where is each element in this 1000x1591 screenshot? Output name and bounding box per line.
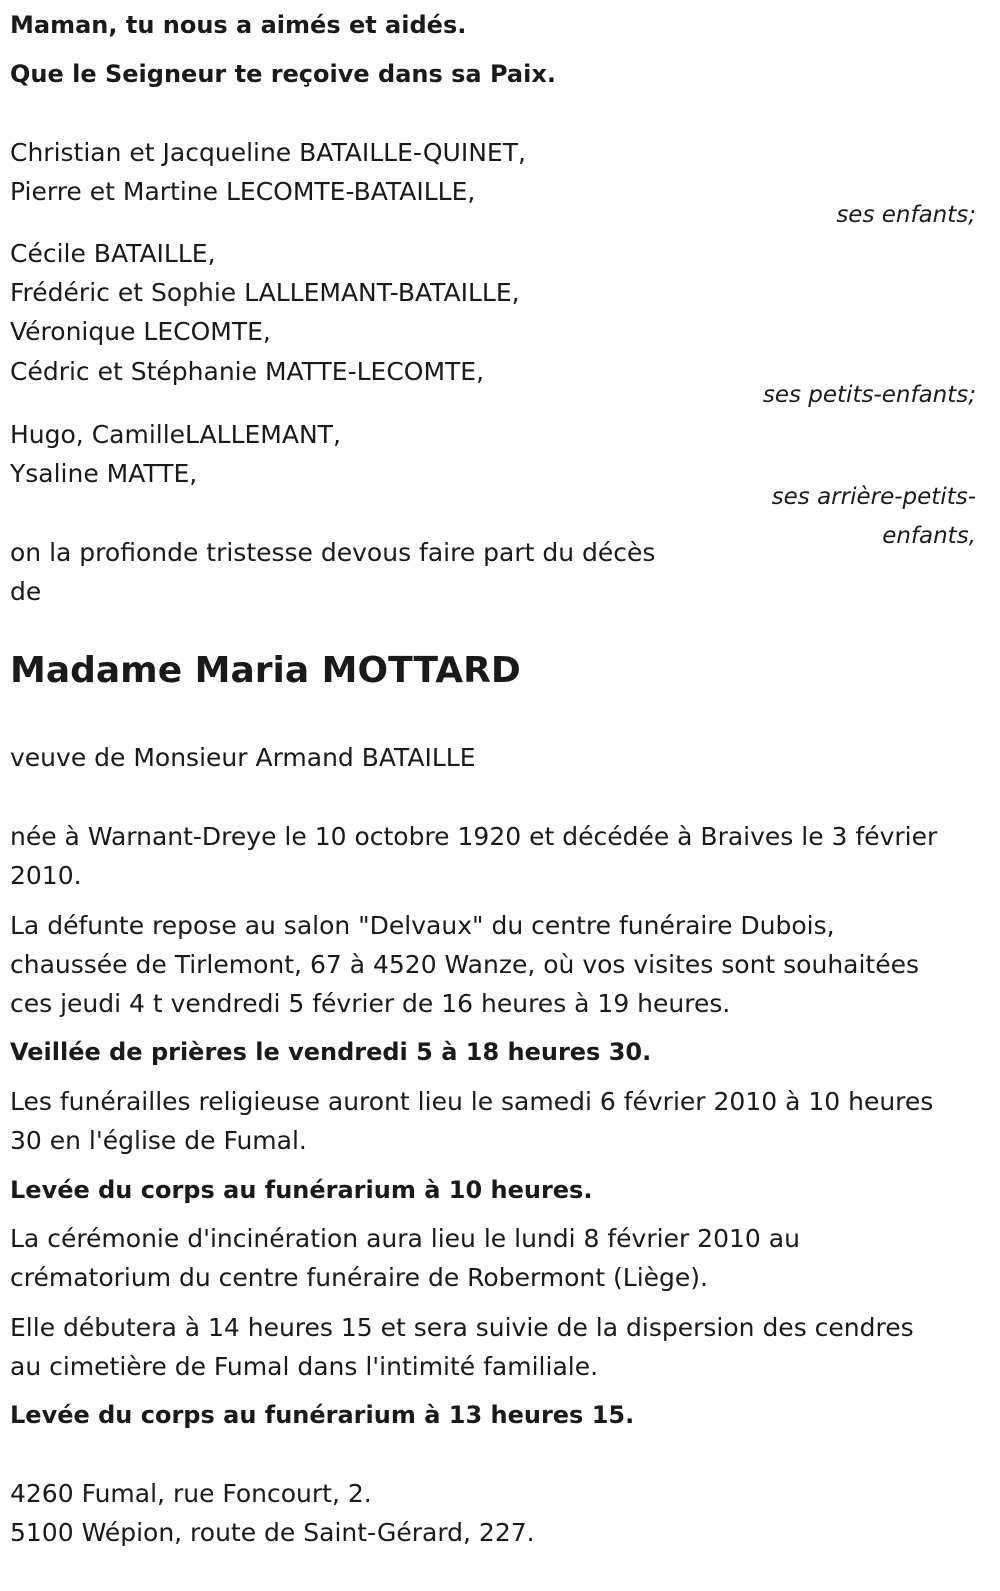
great-grandchild-name-2: Ysaline MATTE, <box>10 459 198 488</box>
grandchild-name-4: Cédric et Stéphanie MATTE-LECOMTE, <box>10 357 485 386</box>
birth-death-line-1: née à Warnant-Dreye le 10 octobre 1920 et décédée à Braives le 3 février <box>10 822 938 851</box>
great-grandchildren-role-line-1: ses arrière-petits- <box>771 484 976 510</box>
dispersion-line-2: au cimetière de Fumal dans l'intimité familiale. <box>10 1352 599 1381</box>
repose-line-3: ces jeudi 4 t vendredi 5 février de 16 heures à 19 heures. <box>10 989 731 1018</box>
cremation-line-1: La cérémonie d'incinération aura lieu le lundi 8 février 2010 au <box>10 1224 800 1253</box>
repose-line-2: chaussée de Tirlemont, 67 à 4520 Wanze, où vos visites sont souhaitées <box>10 950 920 979</box>
dispersion-line-1: Elle débutera à 14 heures 15 et sera suivie de la dispersion des cendres <box>10 1313 914 1342</box>
great-grandchild-name-1: Hugo, CamilleLALLEMANT, <box>10 420 341 449</box>
cremation-line-2: crématorium du centre funéraire de Robermont (Liège). <box>10 1263 708 1292</box>
birth-death-line-2: 2010. <box>10 861 82 890</box>
vigil: Veillée de prières le vendredi 5 à 18 heures 30. <box>10 1038 652 1066</box>
children-name-1: Christian et Jacqueline BATAILLE-QUINET, <box>10 138 526 167</box>
grandchild-name-3: Véronique LECOMTE, <box>10 317 271 346</box>
announcement-line-2: de <box>10 577 42 606</box>
address-1: 4260 Fumal, rue Foncourt, 2. <box>10 1479 372 1508</box>
children-role: ses enfants; <box>836 202 976 228</box>
repose-line-1: La défunte repose au salon "Delvaux" du centre funéraire Dubois, <box>10 911 835 940</box>
grandchild-name-2: Frédéric et Sophie LALLEMANT-BATAILLE, <box>10 278 520 307</box>
great-grandchildren-role-line-2: enfants, <box>882 523 976 549</box>
header-line-2: Que le Seigneur te reçoive dans sa Paix. <box>10 60 556 88</box>
levee-1: Levée du corps au funérarium à 10 heures. <box>10 1176 593 1204</box>
deceased-name: Madame Maria MOTTARD <box>10 650 521 691</box>
children-name-2: Pierre et Martine LECOMTE-BATAILLE, <box>10 177 476 206</box>
funeral-line-2: 30 en l'église de Fumal. <box>10 1126 307 1155</box>
grandchildren-role: ses petits-enfants; <box>762 382 976 408</box>
funeral-line-1: Les funérailles religieuse auront lieu le samedi 6 février 2010 à 10 heures <box>10 1087 934 1116</box>
deceased-spouse: veuve de Monsieur Armand BATAILLE <box>10 743 476 772</box>
announcement-line-1: on la profionde tristesse devous faire part du décès <box>10 538 656 567</box>
levee-2: Levée du corps au funérarium à 13 heures 15. <box>10 1401 635 1429</box>
address-2: 5100 Wépion, route de Saint-Gérard, 227. <box>10 1518 535 1547</box>
grandchild-name-1: Cécile BATAILLE, <box>10 239 216 268</box>
header-line-1: Maman, tu nous a aimés et aidés. <box>10 11 467 39</box>
